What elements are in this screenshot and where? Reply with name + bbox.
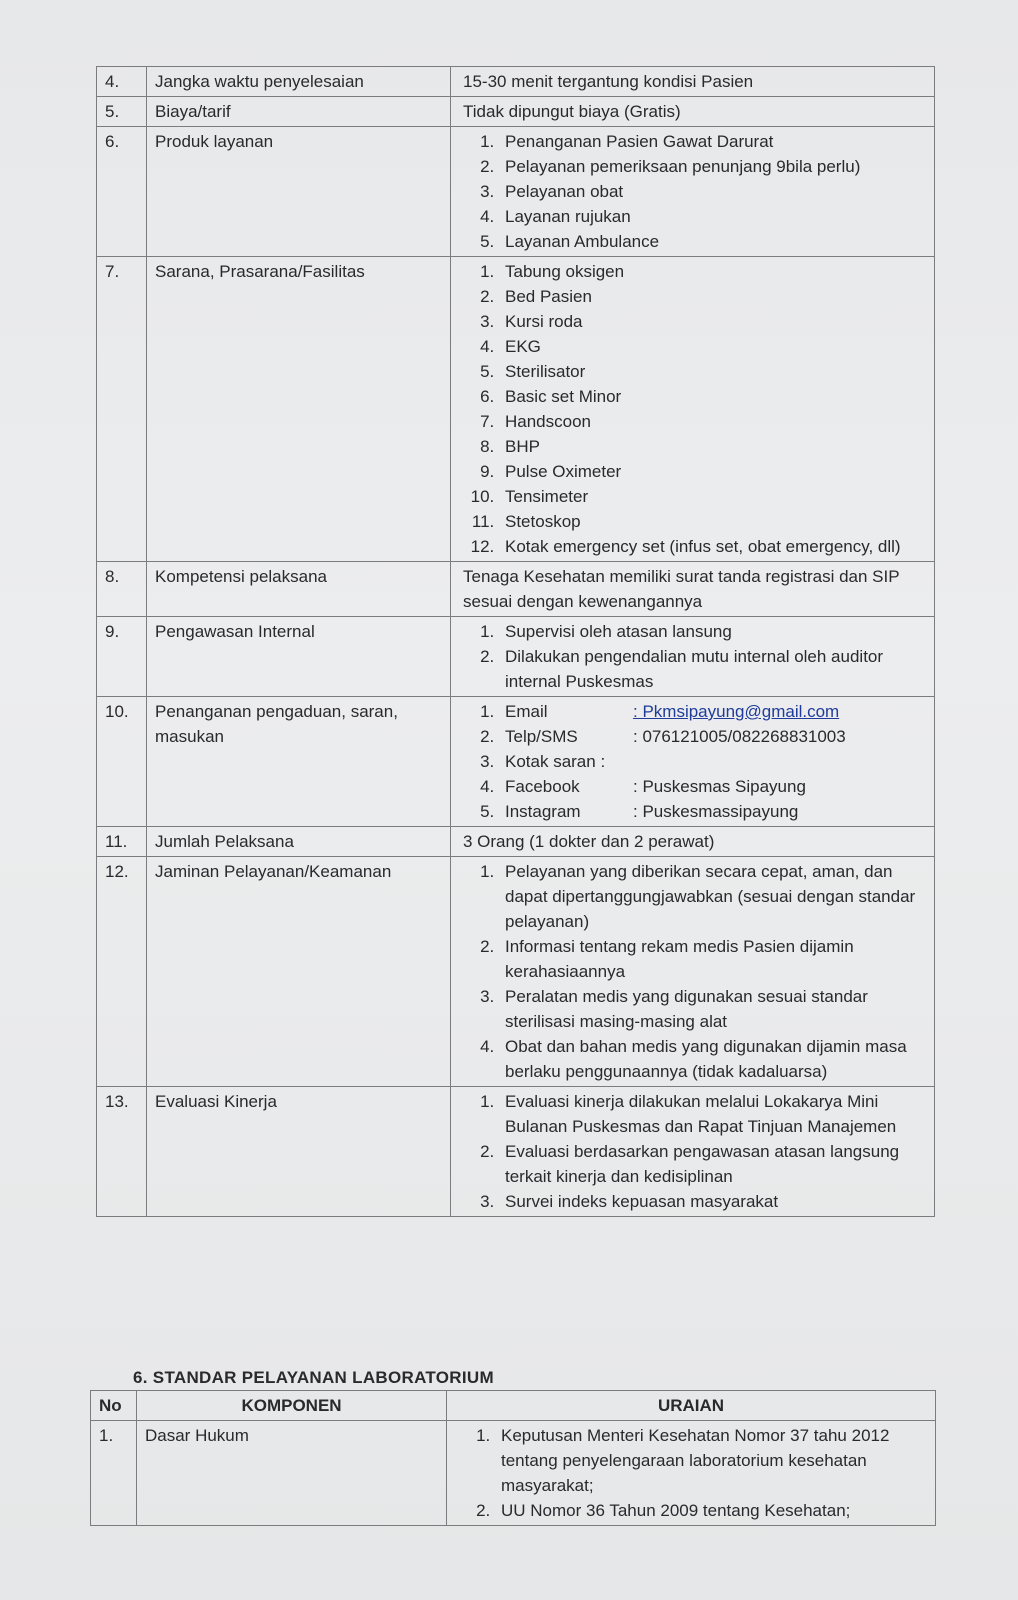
list-item: 5. Sterilisator bbox=[499, 359, 926, 384]
row-number: 8. bbox=[97, 562, 147, 617]
row-number: 6. bbox=[97, 127, 147, 257]
description-cell: Tenaga Kesehatan memiliki surat tanda registrasi dan SIP sesuai dengan kewenangannya bbox=[451, 562, 935, 617]
description-cell bbox=[451, 617, 935, 697]
row-number: 10. bbox=[97, 697, 147, 827]
table-row bbox=[97, 857, 935, 1087]
table-header-row bbox=[91, 1391, 936, 1421]
list-item: 2. Pelayanan pemeriksaan penunjang 9bila perlu) bbox=[499, 154, 926, 179]
component-cell: Evaluasi Kinerja bbox=[147, 1087, 451, 1217]
contact-facebook bbox=[499, 774, 926, 799]
laboratory-standard-table bbox=[90, 1390, 936, 1526]
list-item: 2. Informasi tentang rekam medis Pasien dijamin kerahasiaannya bbox=[499, 934, 926, 984]
table-row bbox=[97, 697, 935, 827]
row-number: 9. bbox=[97, 617, 147, 697]
list-item: 3. Pelayanan obat bbox=[499, 179, 926, 204]
contact-value: : Puskesmas Sipayung bbox=[633, 777, 806, 796]
table-row bbox=[97, 617, 935, 697]
component-cell: Jaminan Pelayanan/Keamanan bbox=[147, 857, 451, 1087]
component-cell: Penanganan pengaduan, saran, masukan bbox=[147, 697, 451, 827]
header-komponen: KOMPONEN bbox=[137, 1391, 447, 1421]
contact-value: : 076121005/082268831003 bbox=[633, 727, 846, 746]
table-row bbox=[97, 127, 935, 257]
row-number: 1. bbox=[91, 1421, 137, 1526]
description-cell bbox=[451, 257, 935, 562]
guarantee-list bbox=[459, 859, 926, 1084]
row-number: 12. bbox=[97, 857, 147, 1087]
facility-list bbox=[459, 259, 926, 559]
component-cell: Pengawasan Internal bbox=[147, 617, 451, 697]
list-item: 5. Layanan Ambulance bbox=[499, 229, 926, 254]
list-item: 11. Stetoskop bbox=[499, 509, 926, 534]
list-item: 1. Supervisi oleh atasan lansung bbox=[499, 619, 926, 644]
table-row bbox=[97, 562, 935, 617]
contact-label: Kotak saran : bbox=[505, 752, 606, 771]
description-cell bbox=[451, 1087, 935, 1217]
list-item: 1. Keputusan Menteri Kesehatan Nomor 37 tahu 2012 tentang penyelengaraan laboratorium kesehatan masyarakat; bbox=[495, 1423, 927, 1498]
contact-phone bbox=[499, 724, 926, 749]
list-item: 4. EKG bbox=[499, 334, 926, 359]
contact-instagram bbox=[499, 799, 926, 824]
description-cell: 3 Orang (1 dokter dan 2 perawat) bbox=[451, 827, 935, 857]
component-cell: Jangka waktu penyelesaian bbox=[147, 67, 451, 97]
contact-suggestion-box bbox=[499, 749, 926, 774]
list-item: 4. Obat dan bahan medis yang digunakan dijamin masa berlaku penggunaannya (tidak kadaluarsa) bbox=[499, 1034, 926, 1084]
table-row bbox=[97, 257, 935, 562]
list-item: 1. Tabung oksigen bbox=[499, 259, 926, 284]
list-item: 2. Evaluasi berdasarkan pengawasan atasan langsung terkait kinerja dan kedisiplinan bbox=[499, 1139, 926, 1189]
email-link[interactable]: : Pkmsipayung@gmail.com bbox=[633, 702, 840, 721]
contact-value: : Puskesmassipayung bbox=[633, 802, 799, 821]
list-item: 12. Kotak emergency set (infus set, obat emergency, dll) bbox=[499, 534, 926, 559]
component-cell: Dasar Hukum bbox=[137, 1421, 447, 1526]
contact-list bbox=[459, 699, 926, 824]
header-no: No bbox=[91, 1391, 137, 1421]
component-cell: Jumlah Pelaksana bbox=[147, 827, 451, 857]
list-item: 3. Survei indeks kepuasan masyarakat bbox=[499, 1189, 926, 1214]
list-item: 10. Tensimeter bbox=[499, 484, 926, 509]
contact-email bbox=[499, 699, 926, 724]
table-row bbox=[97, 827, 935, 857]
table-row bbox=[97, 97, 935, 127]
description-cell bbox=[451, 697, 935, 827]
list-item: 7. Handscoon bbox=[499, 409, 926, 434]
section-heading: 6. STANDAR PELAYANAN LABORATORIUM bbox=[133, 1368, 494, 1387]
list-item: 6. Basic set Minor bbox=[499, 384, 926, 409]
product-list bbox=[459, 129, 926, 254]
component-cell: Produk layanan bbox=[147, 127, 451, 257]
description-cell bbox=[451, 857, 935, 1087]
component-cell: Sarana, Prasarana/Fasilitas bbox=[147, 257, 451, 562]
evaluation-list bbox=[459, 1089, 926, 1214]
table-row bbox=[97, 1087, 935, 1217]
contact-label: Telp/SMS bbox=[505, 727, 578, 746]
service-standard-table bbox=[96, 66, 935, 1217]
list-item: 8. BHP bbox=[499, 434, 926, 459]
row-number: 13. bbox=[97, 1087, 147, 1217]
header-uraian: URAIAN bbox=[447, 1391, 936, 1421]
row-number: 4. bbox=[97, 67, 147, 97]
list-item: 2. Bed Pasien bbox=[499, 284, 926, 309]
list-item: 4. Layanan rujukan bbox=[499, 204, 926, 229]
table-row bbox=[91, 1421, 936, 1526]
list-item: 2. UU Nomor 36 Tahun 2009 tentang Kesehatan; bbox=[495, 1498, 927, 1523]
description-cell bbox=[447, 1421, 936, 1526]
row-number: 11. bbox=[97, 827, 147, 857]
row-number: 7. bbox=[97, 257, 147, 562]
list-item: 3. Peralatan medis yang digunakan sesuai standar sterilisasi masing-masing alat bbox=[499, 984, 926, 1034]
list-item: 2. Dilakukan pengendalian mutu internal oleh auditor internal Puskesmas bbox=[499, 644, 926, 694]
description-cell: 15-30 menit tergantung kondisi Pasien bbox=[451, 67, 935, 97]
component-cell: Kompetensi pelaksana bbox=[147, 562, 451, 617]
contact-label: Instagram bbox=[505, 802, 581, 821]
list-item: 3. Kursi roda bbox=[499, 309, 926, 334]
list-item: 1. Pelayanan yang diberikan secara cepat, aman, dan dapat dipertanggungjawabkan (sesuai dengan standar pelayanan) bbox=[499, 859, 926, 934]
description-cell bbox=[451, 127, 935, 257]
row-number: 5. bbox=[97, 97, 147, 127]
contact-label: Facebook bbox=[505, 777, 580, 796]
component-cell: Biaya/tarif bbox=[147, 97, 451, 127]
description-cell: Tidak dipungut biaya (Gratis) bbox=[451, 97, 935, 127]
list-item: 1. Evaluasi kinerja dilakukan melalui Lokakarya Mini Bulanan Puskesmas dan Rapat Tinjuan Manajemen bbox=[499, 1089, 926, 1139]
supervision-list bbox=[459, 619, 926, 694]
list-item: 1. Penanganan Pasien Gawat Darurat bbox=[499, 129, 926, 154]
table-row bbox=[97, 67, 935, 97]
list-item: 9. Pulse Oximeter bbox=[499, 459, 926, 484]
legal-basis-list bbox=[455, 1423, 927, 1523]
contact-label: Email bbox=[505, 702, 548, 721]
